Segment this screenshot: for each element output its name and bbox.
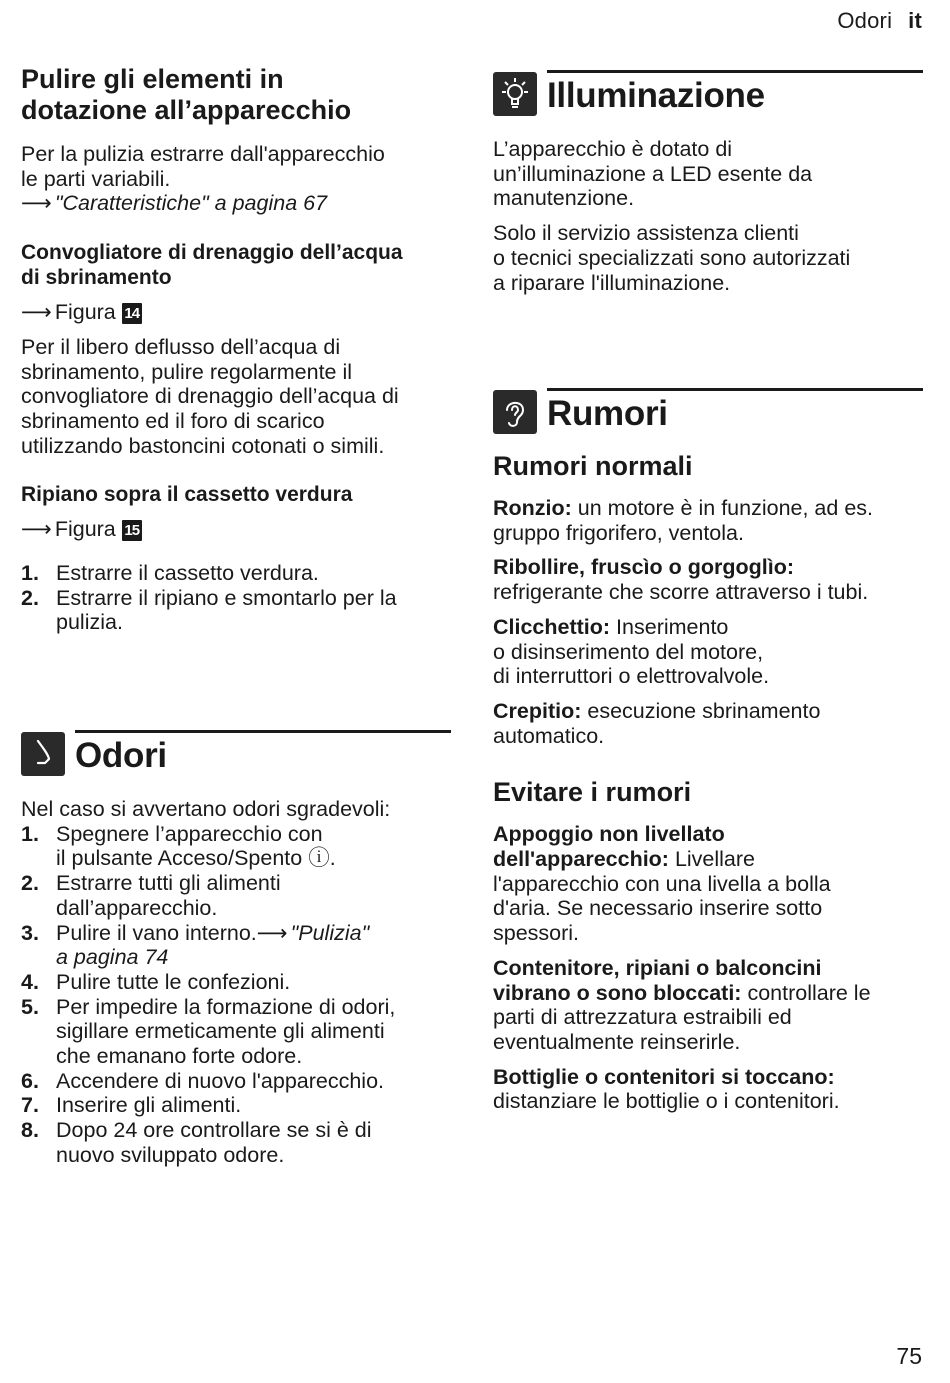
odori-title: Odori xyxy=(75,736,167,775)
page-number: 75 xyxy=(896,1343,922,1369)
avoid-item: Bottiglie o contenitori si toccano: distanziare le bottiglie o i contenitori. xyxy=(493,1064,840,1114)
section-rule xyxy=(75,730,451,733)
nose-icon xyxy=(21,732,65,776)
running-header xyxy=(837,8,922,34)
list-item: 1. Estrarre il cassetto verdura. xyxy=(21,561,319,586)
avoid-item: Appoggio non livellato dell'apparecchio: Livellare l'apparecchio con una livella a bolla d'aria. Se necessario inserire sotto spessori. xyxy=(493,822,831,946)
list-item: 2. Estrarre tutti gli alimenti dall’apparecchio. xyxy=(21,871,281,920)
arrow-icon: ⟶ xyxy=(21,191,51,216)
illuminazione-title: Illuminazione xyxy=(547,76,765,115)
list-item: 7. Inserire gli alimenti. xyxy=(21,1093,242,1118)
avoid-item: Contenitore, ripiani o balconcini vibrano o sono bloccati: controllare le parti di attrezzatura estraibili ed eventualmente reinserirle. xyxy=(493,955,871,1054)
illuminazione-section-header xyxy=(493,70,923,130)
header-section: Odori xyxy=(837,8,893,33)
list-item: 6. Accendere di nuovo l'apparecchio. xyxy=(21,1068,385,1093)
cleaning-intro: Per la pulizia estrarre dall'apparecchio le parti variabili. ⟶ "Caratteristiche" a pagina 67 xyxy=(21,142,385,216)
shelf-title: Ripiano sopra il cassetto verdura xyxy=(21,483,353,507)
rumori-title: Rumori xyxy=(547,394,668,433)
list-item: 2. Estrarre il ripiano e smontarlo per la pulizia. xyxy=(21,585,397,635)
paragraph: L’apparecchio è dotato di un’illuminazione a LED esente da manutenzione. xyxy=(493,137,813,211)
normal-noises-title: Rumori normali xyxy=(493,451,693,481)
list-item: 1. Spegnere l’apparecchio con il pulsante Acceso/Spento ⓘ. xyxy=(21,821,336,871)
ear-icon xyxy=(493,390,537,434)
conveyor-figure-ref: ⟶ Figura 14 xyxy=(21,300,461,325)
arrow-icon: ⟶ xyxy=(21,517,51,542)
noise-item: Clicchettio: Inserimento o disinserimento del motore, di interruttori o elettrovalvole. xyxy=(493,614,770,689)
avoid-noises-title: Evitare i rumori xyxy=(493,777,692,808)
odori-steps xyxy=(21,822,461,1168)
figure-number-badge: 14 xyxy=(122,303,142,324)
odori-section-header xyxy=(21,730,451,790)
odori-intro: Nel caso si avvertano odori sgradevoli: xyxy=(21,797,391,821)
section-rule xyxy=(547,388,923,391)
figure-number-badge: 15 xyxy=(122,520,142,541)
noise-item: Crepitio: esecuzione sbrinamento automatico. xyxy=(493,698,821,748)
shelf-figure-ref: ⟶ Figura 15 xyxy=(21,517,461,542)
list-item: 8. Dopo 24 ore controllare se si è di nuovo sviluppato odore. xyxy=(21,1118,372,1167)
cross-reference-link[interactable]: "Caratteristiche" a pagina 67 xyxy=(54,191,328,216)
rumori-body xyxy=(493,450,933,1114)
cleaning-title: Pulire gli elementi in dotazione all’apparecchio xyxy=(21,64,352,125)
odori-body xyxy=(21,797,461,1168)
light-bulb-icon xyxy=(493,72,537,116)
list-item: 4. Pulire tutte le confezioni. xyxy=(21,969,291,994)
noise-item: Ronzio: un motore è in funzione, ad es. gruppo frigorifero, ventola. xyxy=(493,496,874,545)
illuminazione-body xyxy=(493,137,933,295)
rumori-section-header xyxy=(493,388,923,448)
paragraph: Solo il servizio assistenza clienti o tecnici specializzati sono autorizzati a riparare l'illuminazione. xyxy=(493,221,851,295)
list-item: 5. Per impedire la formazione di odori, sigillare ermeticamente gli alimenti che emanano forte odore. xyxy=(21,994,396,1069)
list-item: 3. Pulire il vano interno.⟶ "Pulizia" a pagina 74 xyxy=(21,920,370,970)
shelf-steps xyxy=(21,561,461,635)
cross-reference-link[interactable]: "Pulizia" xyxy=(290,920,370,945)
section-rule xyxy=(547,70,923,73)
conveyor-title: Convogliatore di drenaggio dell’acqua di sbrinamento xyxy=(21,241,403,290)
arrow-icon: ⟶ xyxy=(21,300,51,325)
arrow-icon: ⟶ xyxy=(256,920,287,945)
header-language: it xyxy=(908,8,922,33)
cleaning-section xyxy=(21,64,461,635)
noise-item: Ribollire, fruscìo o gorgoglìo: refrigerante che scorre attraverso i tubi. xyxy=(493,555,869,605)
conveyor-text: Per il libero deflusso dell’acqua di sbrinamento, pulire regolarmente il convogliatore di drenaggio dell’acqua di sbrinamento ed il foro di scarico utilizzando bastoncini cotonati o simili. xyxy=(21,334,399,458)
